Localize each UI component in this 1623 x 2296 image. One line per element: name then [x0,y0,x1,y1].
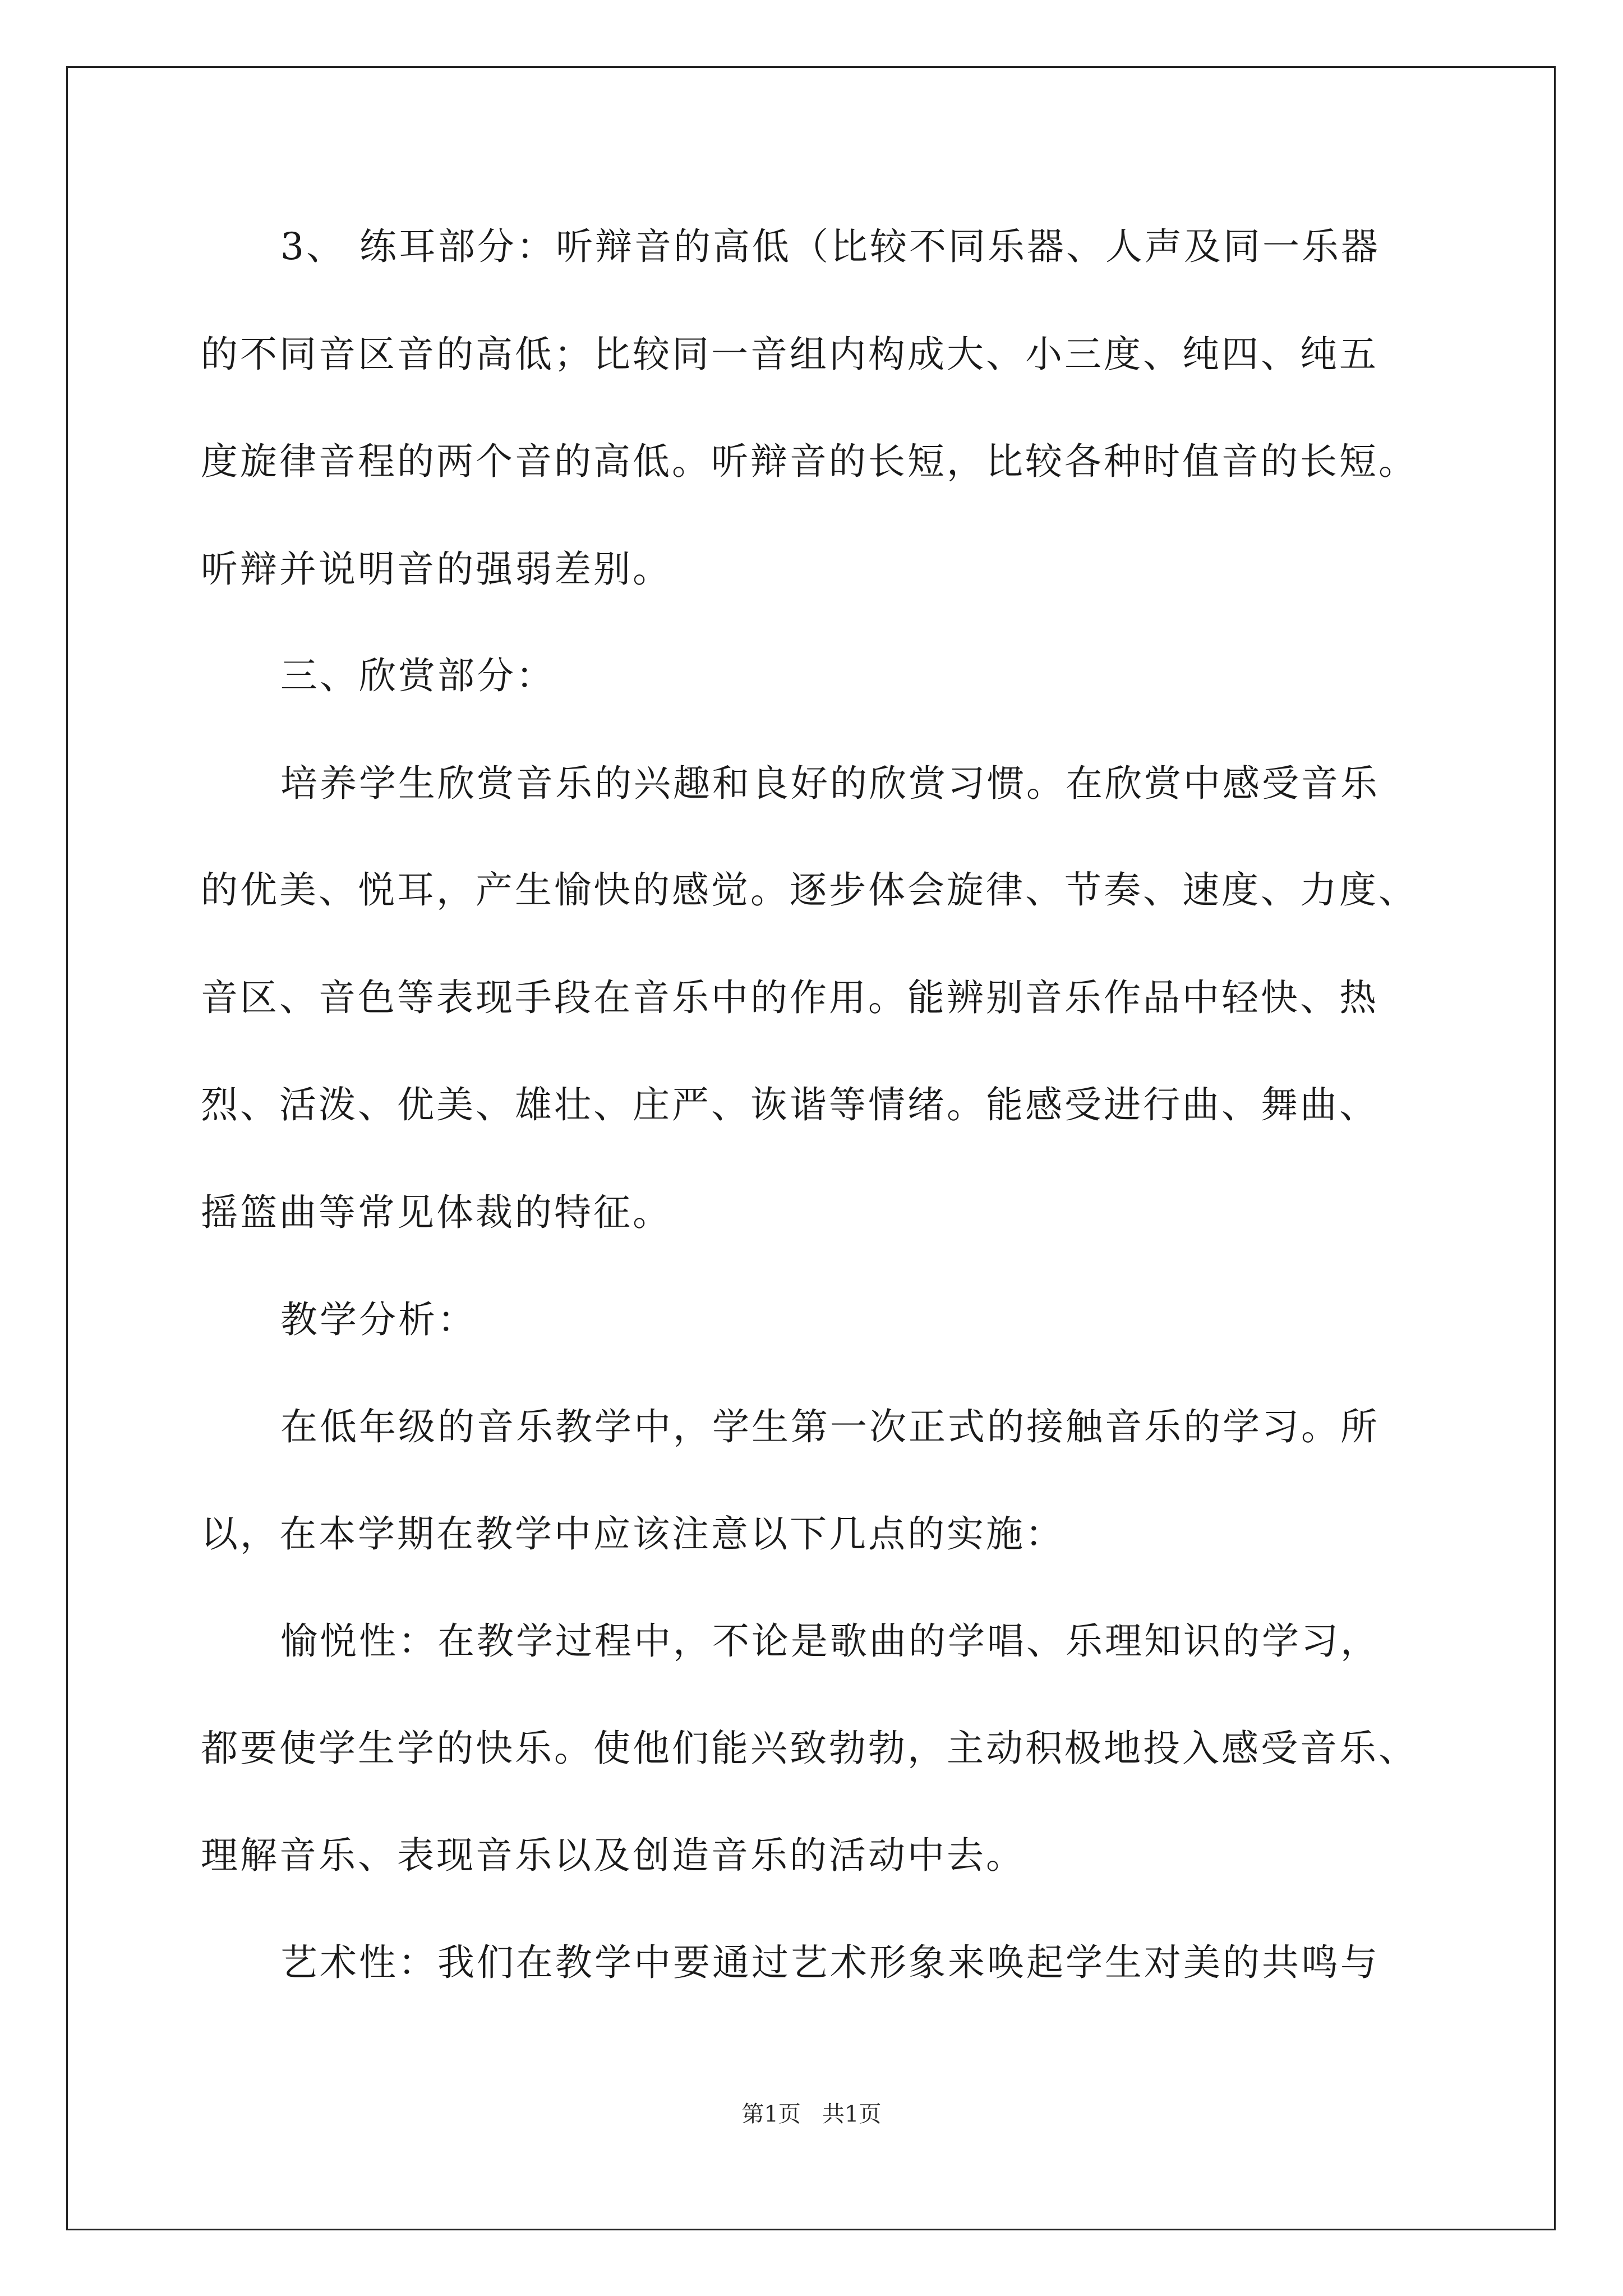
paragraph-line: 音区、音色等表现手段在音乐中的作用。能辨别音乐作品中轻快、热 [201,976,1378,1019]
page-number-footer: 第1页 共1页 [741,2101,882,2127]
paragraph-line: 在低年级的音乐教学中，学生第一次正式的接触音乐的学习。所 [280,1405,1380,1448]
paragraph-line: 理解音乐、表现音乐以及创造音乐的活动中去。 [201,1834,1025,1877]
paragraph-line: 摇篮曲等常见体裁的特征。 [201,1191,672,1234]
paragraph-line: 愉悦性：在教学过程中，不论是歌曲的学唱、乐理知识的学习， [280,1619,1380,1663]
paragraph-line: 以，在本学期在教学中应该注意以下几点的实施： [201,1512,1064,1556]
paragraph-line: 烈、活泼、优美、雄壮、庄严、诙谐等情绪。能感受进行曲、舞曲、 [201,1083,1378,1126]
paragraph-line: 艺术性：我们在教学中要通过艺术形象来唤起学生对美的共鸣与 [280,1941,1380,1984]
paragraph-line: 听辩并说明音的强弱差别。 [201,547,672,591]
section-heading: 三、欣赏部分： [280,654,555,697]
paragraph-line: 3、 练耳部分：听辩音的高低（比较不同乐器、人声及同一乐器 [280,225,1380,268]
page-border [66,66,1556,2230]
paragraph-line: 的不同音区音的高低；比较同一音组内构成大、小三度、纯四、纯五 [201,333,1378,376]
paragraph-line: 都要使学生学的快乐。使他们能兴致勃勃，主动积极地投入感受音乐、 [201,1727,1418,1770]
paragraph-line: 的优美、悦耳，产生愉快的感觉。逐步体会旋律、节奏、速度、力度、 [201,868,1418,912]
paragraph-line: 度旋律音程的两个音的高低。听辩音的长短，比较各种时值音的长短。 [201,440,1418,483]
paragraph-line: 培养学生欣赏音乐的兴趣和良好的欣赏习惯。在欣赏中感受音乐 [280,762,1380,805]
section-heading: 教学分析： [280,1298,477,1341]
